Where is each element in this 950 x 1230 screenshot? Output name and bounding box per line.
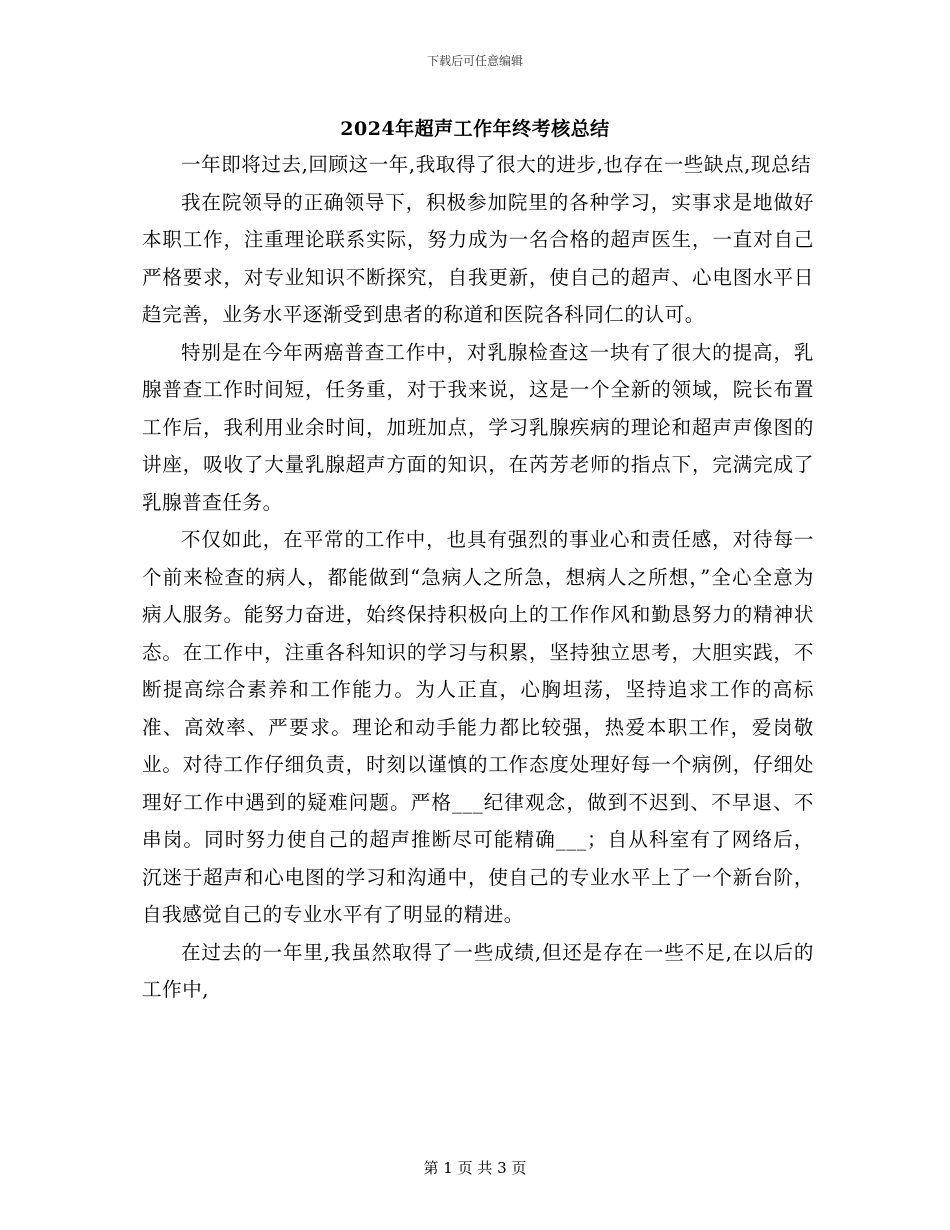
paragraph-work-attitude: 不仅如此，在平常的工作中，也具有强烈的事业心和责任感，对待每一个前来检查的病人，都能做到“急病人之所急，想病人之所想，”全心全意为病人服务。能努力奋进，始终保持积极向上的工作作风和勤恳努力的精神状态。在工作中，注重各科知识的学习与积累，坚持独立思考，大胆实践，不断提高综合素养和工作能力。为人正直，心胸坦荡，坚持追求工作的高标准、高效率、严要求。理论和动手能力都比较强，热爱本职工作，爱岗敬业。对待工作仔细负责，时刻以谨慎的工作态度处理好每一个病例，仔细处理好工作中遇到的疑难问题。严格___纪律观念，做到不迟到、不早退、不串岗。同时努力使自己的超声推断尽可能精确___；自从科室有了网络后，沉迷于超声和心电图的学习和沟通中，使自己的专业水平上了一个新台阶，自我感觉自己的专业水平有了明显的精进。	[142, 528, 814, 926]
paragraph-work-overview: 我在院领导的正确领导下，积极参加院里的各种学习，实事求是地做好本职工作，注重理论联系实际，努力成为一名合格的超声医生，一直对自己严格要求，对专业知识不断探究，自我更新，使自己的超声、心电图水平日趋完善，业务水平逐渐受到患者的称道和医院各科同仁的认可。	[142, 190, 814, 326]
document-body	[142, 146, 814, 1009]
page-header-note: 下载后可任意编辑	[426, 54, 523, 68]
paragraph-intro: 一年即将过去,回顾这一年,我取得了很大的进步,也存在一些缺点,现总结	[181, 153, 812, 176]
paragraph-breast-screening: 特别是在今年两癌普查工作中，对乳腺检查这一块有了很大的提高，乳腺普查工作时间短，任务重，对于我来说，这是一个全新的领域，院长布置工作后，我利用业余时间，加班加点，学习乳腺疾病的理论和超声声像图的讲座，吸收了大量乳腺超声方面的知识，在芮芳老师的指点下，完满完成了乳腺普查任务。	[142, 340, 814, 514]
paragraph-shortcomings: 在过去的一年里,我虽然取得了一些成绩,但还是存在一些不足,在以后的工作中,	[142, 940, 814, 1001]
page-number: 第 1 页 共 3 页	[423, 1159, 527, 1177]
document-title: 2024年超声工作年终考核总结	[340, 118, 610, 140]
